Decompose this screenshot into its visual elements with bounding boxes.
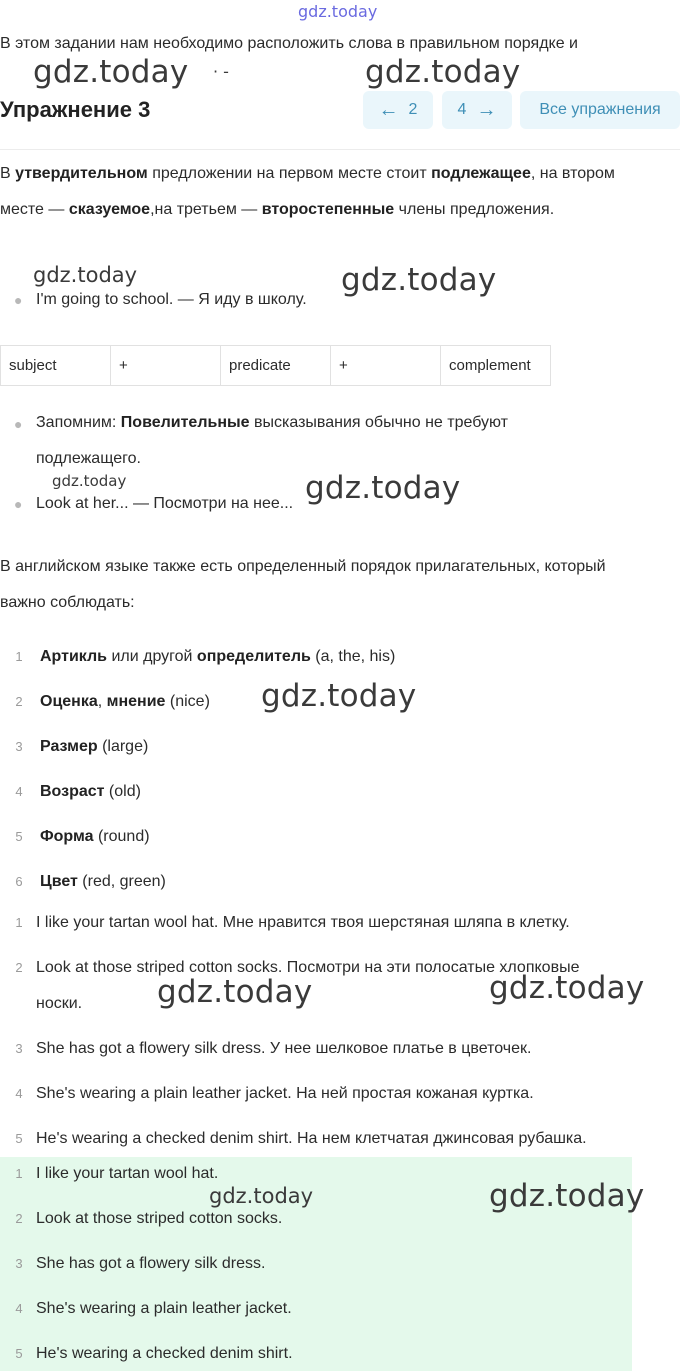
example-sentence: Look at her... — Посмотри на нее... [36,495,294,512]
list-item: I like your tartan wool hat. Мне нравится твоя шерстяная шляпа в клетку. [36,914,570,931]
watermark: gdz.today [261,678,417,714]
list-item: Цвет (red, green) [40,873,166,890]
arrow-left-icon: ← [378,99,399,121]
watermark: gdz.today [341,262,497,298]
list-number: 1 [15,1166,23,1181]
table-cell: predicate [221,346,331,386]
imperative-note: Запомним: Повелительные высказывания обычно не требуют подлежащего. [36,414,509,467]
table-cell: subject [1,346,111,386]
answer-item: She has got a flowery silk dress. [36,1255,266,1272]
watermark: gdz.today [157,974,313,1010]
list-number: 1 [15,915,23,930]
list-number: 4 [15,1301,23,1316]
intro-text: В этом задании нам необходимо расположить слова в правильном порядке и [0,35,578,52]
list-number: 4 [15,784,23,799]
adjective-order-intro: В английском языке также есть определенный порядок прилагательных, который важно соблюдать: [0,558,606,611]
bullet-icon: ● [14,292,23,308]
list-item: Возраст (old) [40,783,141,800]
list-number: 5 [15,1131,23,1146]
prev-exercise-button[interactable] [363,91,433,129]
list-number: 2 [15,1211,23,1226]
list-item: Размер (large) [40,738,149,755]
list-number: 5 [15,1346,23,1361]
list-number: 4 [15,1086,23,1101]
next-exercise-label: 4 [457,101,467,118]
table-cell: + [111,346,221,386]
next-exercise-button[interactable] [442,91,512,129]
list-number: 5 [15,829,23,844]
list-number: 3 [15,1041,23,1056]
list-item: He's wearing a checked denim shirt. На нем клетчатая джинсовая рубашка. [36,1130,587,1147]
list-number: 2 [15,960,23,975]
list-item: She's wearing a plain leather jacket. На ней простая кожаная куртка. [36,1085,534,1102]
watermark-dash: · - [213,62,229,81]
watermark: gdz.today [33,263,138,287]
list-item: Оценка, мнение (nice) [40,693,210,710]
list-number: 6 [15,874,23,889]
example-sentence: I'm going to school. — Я иду в школу. [36,291,307,308]
bullet-icon: ● [14,496,23,512]
watermark: gdz.today [365,54,521,90]
answer-item: He's wearing a checked denim shirt. [36,1345,293,1362]
list-item: Форма (round) [40,828,150,845]
list-item: Look at those striped cotton socks. Посмотри на эти полосатые хлопковые [36,959,580,976]
watermark: gdz.today [489,970,645,1006]
watermark: gdz.today [298,2,378,21]
all-exercises-button[interactable] [520,91,680,129]
list-number: 1 [15,649,23,664]
bullet-icon: ● [14,416,23,432]
grammar-table [0,345,551,386]
watermark: gdz.today [209,1184,314,1208]
watermark: gdz.today [33,54,189,90]
answer-item: She's wearing a plain leather jacket. [36,1300,292,1317]
table-cell: + [331,346,441,386]
watermark: gdz.today [52,472,127,490]
divider [0,149,680,150]
answer-item: I like your tartan wool hat. [36,1165,219,1182]
table-cell: complement [441,346,551,386]
watermark: gdz.today [489,1178,645,1214]
list-number: 3 [15,1256,23,1271]
answer-item: Look at those striped cotton socks. [36,1210,283,1227]
prev-exercise-label: 2 [408,101,418,118]
list-number: 2 [15,694,23,709]
list-item-continuation: носки. [36,995,83,1012]
arrow-right-icon: → [476,99,497,121]
all-exercises-label: Все упражнения [539,101,661,118]
page-title: Упражнение 3 [0,97,151,122]
list-item: She has got a flowery silk dress. У нее шелковое платье в цветочек. [36,1040,532,1057]
rule-paragraph: В утвердительном предложении на первом месте стоит подлежащее, на втором месте — сказуемое,на третьем — второстепенные члены предложения. [0,165,615,218]
list-number: 3 [15,739,23,754]
watermark: gdz.today [305,470,461,506]
list-item: Артикль или другой определитель (a, the, his) [40,648,396,665]
